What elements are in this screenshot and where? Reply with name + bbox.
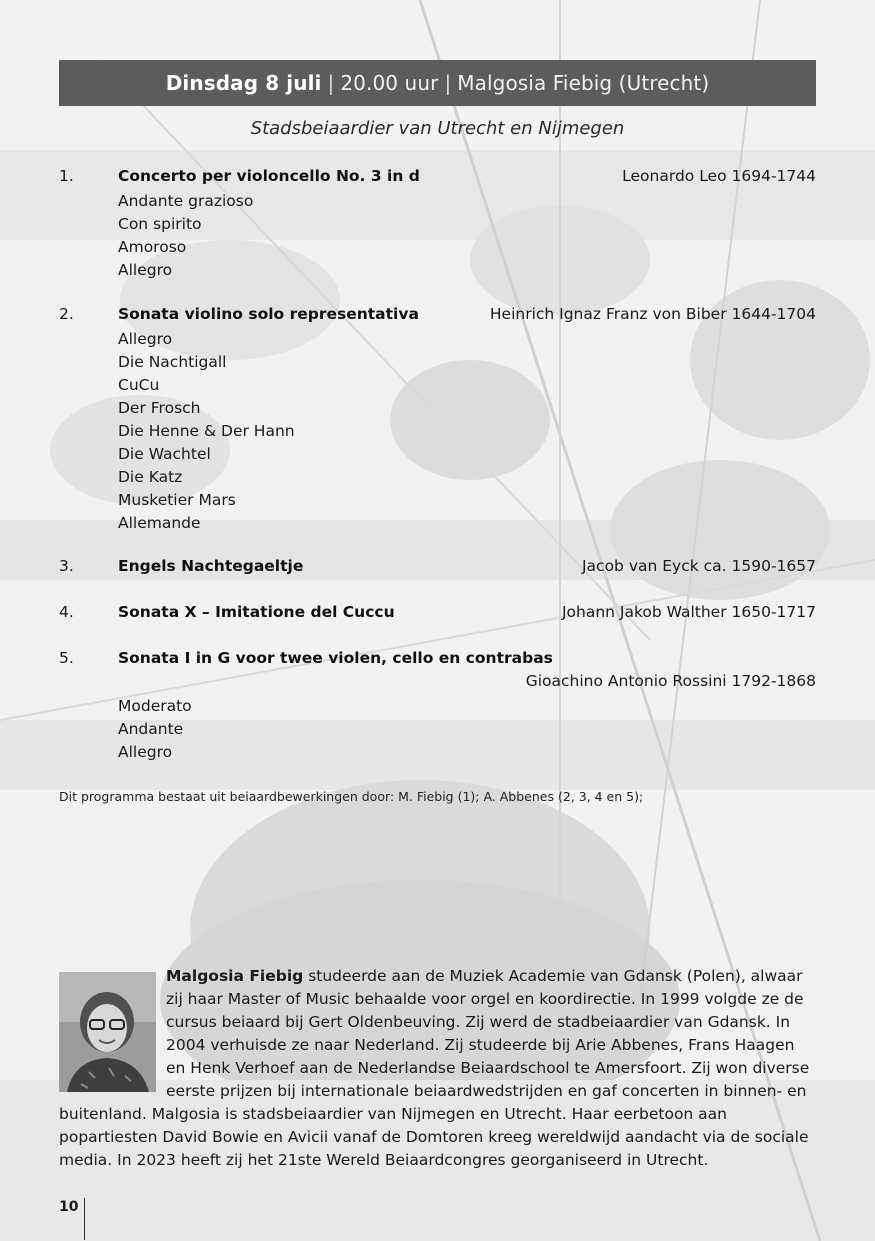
item-title: Sonata I in G voor twee violen, cello en contrabas bbox=[118, 649, 553, 667]
page-number-divider bbox=[84, 1198, 85, 1240]
movement: Andante grazioso bbox=[118, 192, 254, 210]
movement-list bbox=[118, 190, 253, 282]
item-number: 4. bbox=[59, 603, 74, 621]
item-number: 1. bbox=[59, 167, 74, 185]
bio-name: Malgosia Fiebig bbox=[166, 967, 304, 985]
movement: Der Frosch bbox=[118, 399, 201, 417]
concert-time: 20.00 uur bbox=[340, 71, 439, 95]
movement: Andante bbox=[118, 720, 184, 738]
concert-performer: Malgosia Fiebig (Utrecht) bbox=[457, 71, 710, 95]
page-number: 10 bbox=[59, 1199, 79, 1215]
item-title: Engels Nachtegaeltje bbox=[118, 557, 304, 575]
movement: Con spirito bbox=[118, 215, 202, 233]
movement: Allemande bbox=[118, 514, 201, 532]
item-composer: Jacob van Eyck ca. 1590-1657 bbox=[581, 557, 816, 575]
movement-list bbox=[118, 695, 192, 764]
movement: Die Wachtel bbox=[118, 445, 211, 463]
movement: Allegro bbox=[118, 261, 173, 279]
movement: Musketier Mars bbox=[118, 491, 236, 509]
item-number: 3. bbox=[59, 557, 74, 575]
movement: Die Henne & Der Hann bbox=[118, 422, 295, 440]
performer-subtitle: Stadsbeiaardier van Utrecht en Nijmegen bbox=[250, 118, 625, 139]
item-number: 5. bbox=[59, 649, 74, 667]
item-composer: Johann Jakob Walther 1650-1717 bbox=[561, 603, 816, 621]
item-composer: Gioachino Antonio Rossini 1792-1868 bbox=[525, 672, 816, 690]
item-number: 2. bbox=[59, 305, 74, 323]
bio-text: studeerde aan de Muziek Academie van Gdansk (Polen), alwaar zij haar Master of Music behaalde voor orgel en koordirectie. In 1999 volgde ze de cursus beiaard bij Gert Oldenbeuving. Zij werd de stadbeiaardier van Gdansk. In 2004 verhuisde ze naar Nederland. Zij studeerde bij Arie Abbenes, Frans Haagen en Henk Verhoef aan de Nederlandse Beiaardschool te Amersfoort. Zij won diverse eerste prijzen bij internationale beiaardwedstrijden en gaf concerten in binnen- en buitenland. Malgosia is stadsbeiaardier van Nijmegen en Utrecht. Haar eerbetoon aan popartiesten David Bowie en Avicii vanaf de Domtoren kreeg wereldwijd aandacht via de sociale media. In 2023 heeft zij het 21ste Wereld Beiaardcongres georganiseerd in Utrecht. bbox=[59, 967, 810, 1169]
performer-photo bbox=[59, 972, 156, 1092]
concert-day: Dinsdag 8 juli bbox=[165, 71, 322, 95]
item-composer: Heinrich Ignaz Franz von Biber 1644-1704 bbox=[489, 305, 816, 323]
item-title: Concerto per violoncello No. 3 in d bbox=[118, 167, 420, 185]
item-composer: Leonardo Leo 1694-1744 bbox=[622, 167, 816, 185]
movement: CuCu bbox=[118, 376, 160, 394]
item-title: Sonata violino solo representativa bbox=[118, 305, 419, 323]
movement: Amoroso bbox=[118, 238, 187, 256]
movement: Die Katz bbox=[118, 468, 183, 486]
item-title: Sonata X – Imitatione del Cuccu bbox=[118, 603, 395, 621]
movement: Moderato bbox=[118, 697, 192, 715]
movement: Die Nachtigall bbox=[118, 353, 227, 371]
movement-list bbox=[118, 328, 295, 535]
concert-header-bar: Dinsdag 8 juli | 20.00 uur | Malgosia Fiebig (Utrecht) bbox=[59, 60, 816, 106]
movement: Allegro bbox=[118, 743, 173, 761]
performer-biography bbox=[59, 965, 816, 1172]
arrangement-footnote: Dit programma bestaat uit beiaardbewerkingen door: M. Fiebig (1); A. Abbenes (2, 3, 4 en 5); bbox=[59, 789, 644, 804]
movement: Allegro bbox=[118, 330, 173, 348]
